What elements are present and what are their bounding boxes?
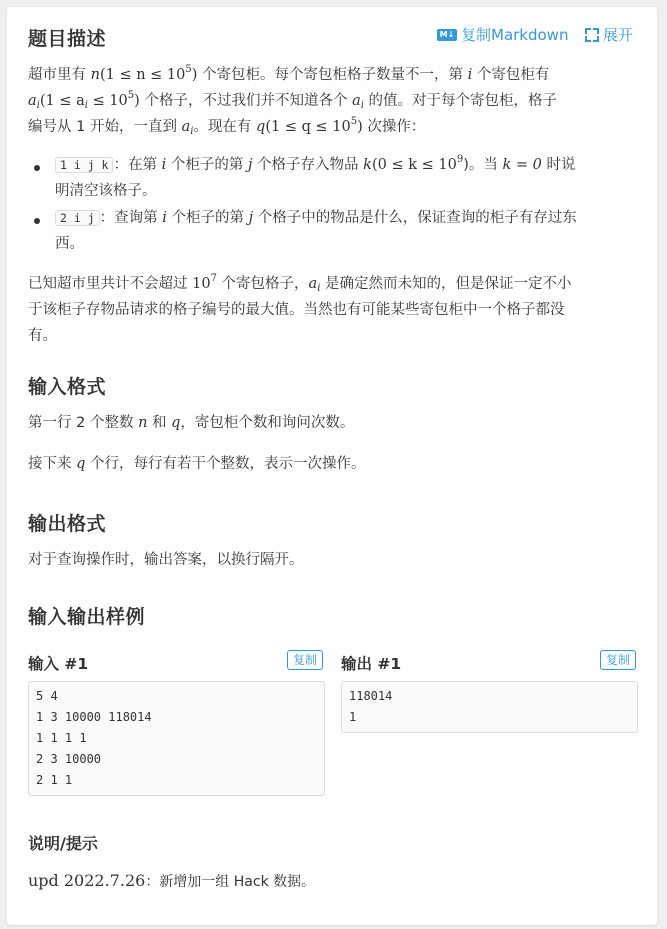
description-line-2: $a_i(1 \le a_i \le 10^5)$ 个格子，不过我们并不知道各个 $a_i$ 的值。对于每个寄包柜，格子 [28, 90, 558, 111]
description-line-3: 编号从 1 开始，一直到 $a_i$。现在有 $q(1 \le q \le 10^5)$ 次操作： [28, 116, 426, 137]
sample-input-title: 输入 #1 [28, 655, 89, 673]
expand-icon [585, 28, 599, 42]
expand-button[interactable] [585, 24, 633, 45]
op-code: 2 i j [55, 210, 100, 226]
expand-label: 展开 [603, 26, 634, 44]
operation-item-1: 1 i j k ：在第 i 个柜子的第 j 个格子存入物品 $k(0 \le k \le 10^9)$。当 k = 0 时说 明清空该格子。 [55, 154, 576, 199]
description-paragraph [28, 62, 643, 140]
copy-output-button[interactable]: 复制 [600, 650, 636, 670]
bullet [34, 218, 40, 224]
section-title-samples: 输入输出样例 [28, 606, 146, 628]
markdown-icon: M↓ [437, 29, 457, 41]
problem-card [7, 7, 657, 925]
bullet [34, 165, 40, 171]
copy-markdown-label: 复制Markdown [461, 26, 569, 44]
sample-output-box[interactable]: 118014 1 [341, 681, 638, 733]
input-format-line-1: 第一行 2 个整数 n 和 q，寄包柜个数和询问次数。 [28, 415, 355, 431]
section-title-description: 题目描述 [28, 28, 107, 50]
sample-output-title: 输出 #1 [341, 655, 402, 673]
section-title-output-format: 输出格式 [28, 513, 107, 535]
operation-item-2: 2 i j ：查询第 i 个柜子的第 j 个格子中的物品是什么，保证查询的柜子有存过东 西。 [55, 210, 577, 252]
op-code: 1 i j k [55, 157, 113, 173]
output-format-line-1: 对于查询操作时，输出答案，以换行隔开。 [28, 552, 304, 568]
input-format-line-2: 接下来 q 个行，每行有若干个整数，表示一次操作。 [28, 456, 366, 472]
description-line-1: 超市里有 $n(1 \le n \le 10^5)$ 个寄包柜。每个寄包柜格子数量不一，第 i 个寄包柜有 [28, 64, 550, 83]
section-title-input-format: 输入格式 [28, 376, 107, 398]
hint-line: upd 2022.7.26：新增加一组 Hack 数据。 [28, 871, 316, 890]
section-title-hint: 说明/提示 [28, 834, 98, 853]
note-paragraph: 已知超市里共计不会超过 $10^7$ 个寄包格子，$a_i$ 是确定然而未知的，但是保证一定不小 于该柜子存物品请求的格子编号的最大值。当然也有可能某些寄包柜中一个格子都没 有。 [28, 273, 572, 344]
sample-input-box[interactable]: 5 4 1 3 10000 118014 1 1 1 1 2 3 10000 2 1 1 [28, 681, 325, 796]
copy-markdown-button[interactable] [437, 24, 568, 45]
copy-input-button[interactable]: 复制 [287, 650, 323, 670]
